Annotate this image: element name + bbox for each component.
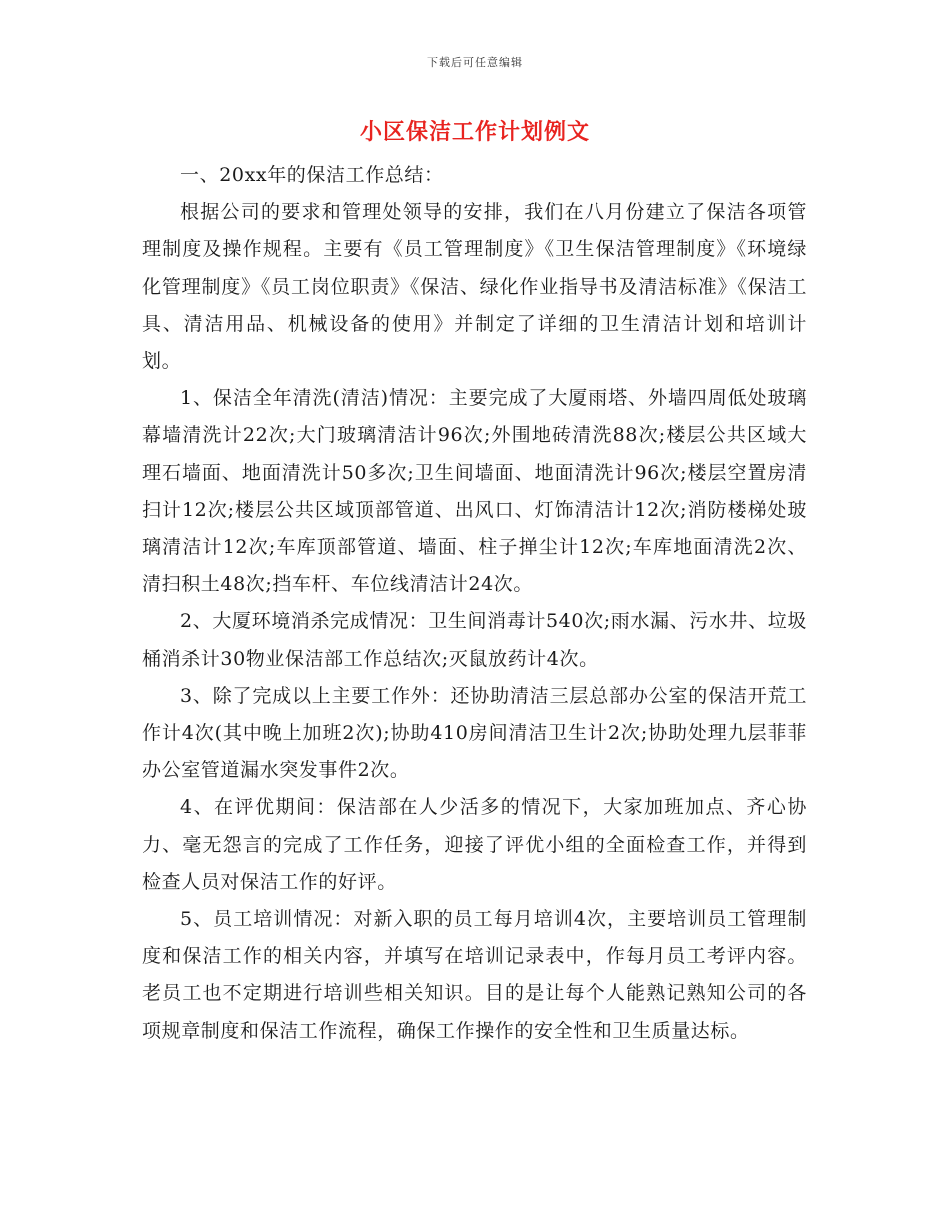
document-title: 小区保洁工作计划例文 xyxy=(359,119,590,145)
paragraph-item-4: 4、在评优期间：保洁部在人少活多的情况下，大家加班加点、齐心协力、毫无怨言的完成了工作任务，迎接了评优小组的全面检查工作，并得到检查人员对保洁工作的好评。 xyxy=(142,796,807,893)
document-body xyxy=(142,157,807,1050)
paragraph-item-3: 3、除了完成以上主要工作外：还协助清洁三层总部办公室的保洁开荒工作计4次(其中晚上加班2次);协助410房间清洁卫生计2次;协助处理九层菲菲办公室管道漏水突发事件2次。 xyxy=(142,684,807,782)
header-note: 下载后可任意编辑 xyxy=(427,56,523,69)
paragraph-item-2: 2、大厦环境消杀完成情况：卫生间消毒计540次;雨水漏、污水井、垃圾桶消杀计30物业保洁部工作总结次;灭鼠放药计4次。 xyxy=(142,610,807,670)
section-heading: 一、20xx年的保洁工作总结： xyxy=(180,164,444,186)
paragraph-item-1: 1、保洁全年清洗(清洁)情况：主要完成了大厦雨塔、外墙四周低处玻璃幕墙清洗计22次;大门玻璃清洁计96次;外围地砖清洗88次;楼层公共区域大理石墙面、地面清洗计50多次;卫生间墙面、地面清洗计96次;楼层空置房清扫计12次;楼层公共区域顶部管道、出风口、灯饰清洁计12次;消防楼梯处玻璃清洁计12次;车库顶部管道、墙面、柱子掸尘计12次;车库地面清洗2次、清扫积土48次;挡车杆、车位线清洁计24次。 xyxy=(142,387,807,596)
paragraph-item-5: 5、员工培训情况：对新入职的员工每月培训4次，主要培训员工管理制度和保洁工作的相关内容，并填写在培训记录表中，作每月员工考评内容。老员工也不定期进行培训些相关知识。目的是让每个人能熟记熟知公司的各项规章制度和保洁工作流程，确保工作操作的安全性和卫生质量达标。 xyxy=(142,908,807,1042)
paragraph-intro: 根据公司的要求和管理处领导的安排，我们在八月份建立了保洁各项管理制度及操作规程。主要有《员工管理制度》《卫生保洁管理制度》《环境绿化管理制度》《员工岗位职责》《保洁、绿化作业指导书及清洁标准》《保洁工具、清洁用品、机械设备的使用》并制定了详细的卫生清洁计划和培训计划。 xyxy=(142,201,807,373)
